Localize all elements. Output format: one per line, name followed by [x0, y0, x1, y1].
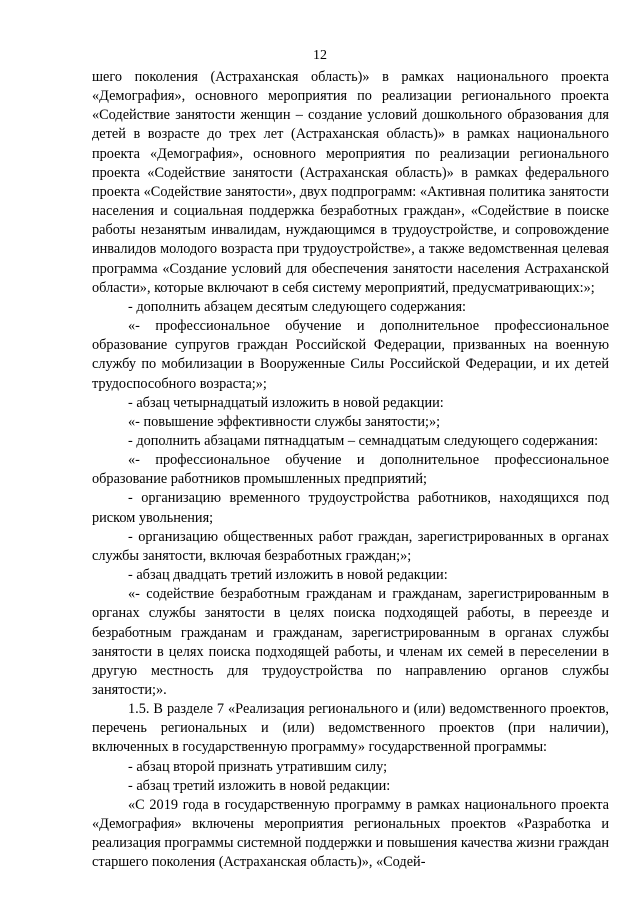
paragraph-instruction: - дополнить абзацами пятнадцатым – семнадцатым следующего содержания:: [128, 432, 599, 449]
paragraph-quote: «- повышение эффективности службы занятости;»;: [128, 413, 441, 430]
paragraph-quote: - организацию общественных работ граждан, зарегистрированных в органах службы занятости, включая безработных граждан;»;: [92, 528, 609, 564]
page-number: 12: [313, 48, 327, 63]
paragraph-quote: «- профессиональное обучение и дополнительное профессиональное образование супругов граждан Российской Федерации, призванных на военную службу по мобилизации в Вооруженные Силы Российской Федерации, и их детей трудоспособного возраста;»;: [92, 318, 609, 392]
document-body: [92, 68, 609, 873]
paragraph-quote: «- профессиональное обучение и дополнительное профессиональное образование работников промышленных предприятий;: [92, 452, 609, 488]
paragraph-instruction: - абзац третий изложить в новой редакции:: [128, 777, 391, 794]
paragraph-instruction: - абзац двадцать третий изложить в новой редакции:: [128, 567, 448, 584]
paragraph-quote: «- содействие безработным гражданам и гражданам, зарегистрированным в органах службы занятости в целях поиска подходящей работы, в переезде и безработным гражданам и гражданам, зарегистрированным в органах службы занятости в целях поиска подходящей работы, и членам их семей в переселении в другую местность для трудоустройства по направлению органов службы занятости;».: [92, 586, 609, 698]
paragraph-instruction: - абзац второй признать утратившим силу;: [128, 758, 388, 775]
paragraph-continuation: шего поколения (Астраханская область)» в рамках национального проекта «Демография», основного мероприятия по реализации регионального проекта «Содействие занятости женщин – создание условий дошкольного образования для детей в возрасте до трех лет (Астраханская область)» в рамках национального проекта «Демография», основного мероприятия по реализации регионального проекта «Содействие занятости (Астраханская область)» в рамках федерального проекта «Содействие занятости», двух подпрограмм: «Активная политика занятости населения и социальная поддержка безработных граждан», «Содействие в поиске работы незанятым инвалидам, нуждающимся в трудоустройстве, и сопровождение инвалидов молодого возраста при трудоустройстве», а также ведомственная целевая программа «Создание условий для обеспечения занятости населения Астраханской области», которые включают в себя систему мероприятий, предусматривающих:»;: [92, 69, 609, 296]
paragraph-quote: «С 2019 года в государственную программу в рамках национального проекта «Демография» включены мероприятия региональных проектов «Разработка и реализация программы системной поддержки и повышения качества жизни граждан старшего поколения (Астраханская область)», «Содей-: [92, 796, 609, 871]
paragraph-instruction: - дополнить абзацем десятым следующего содержания:: [128, 298, 467, 315]
paragraph-quote: - организацию временного трудоустройства работников, находящихся под риском увольнения;: [92, 490, 609, 526]
paragraph-section-item: 1.5. В разделе 7 «Реализация регионального и (или) ведомственного проектов, перечень региональных и (или) ведомственного проектов (при наличии), включенных в государственную программу» государственной программы:: [92, 701, 609, 756]
paragraph-instruction: - абзац четырнадцатый изложить в новой редакции:: [128, 394, 444, 411]
